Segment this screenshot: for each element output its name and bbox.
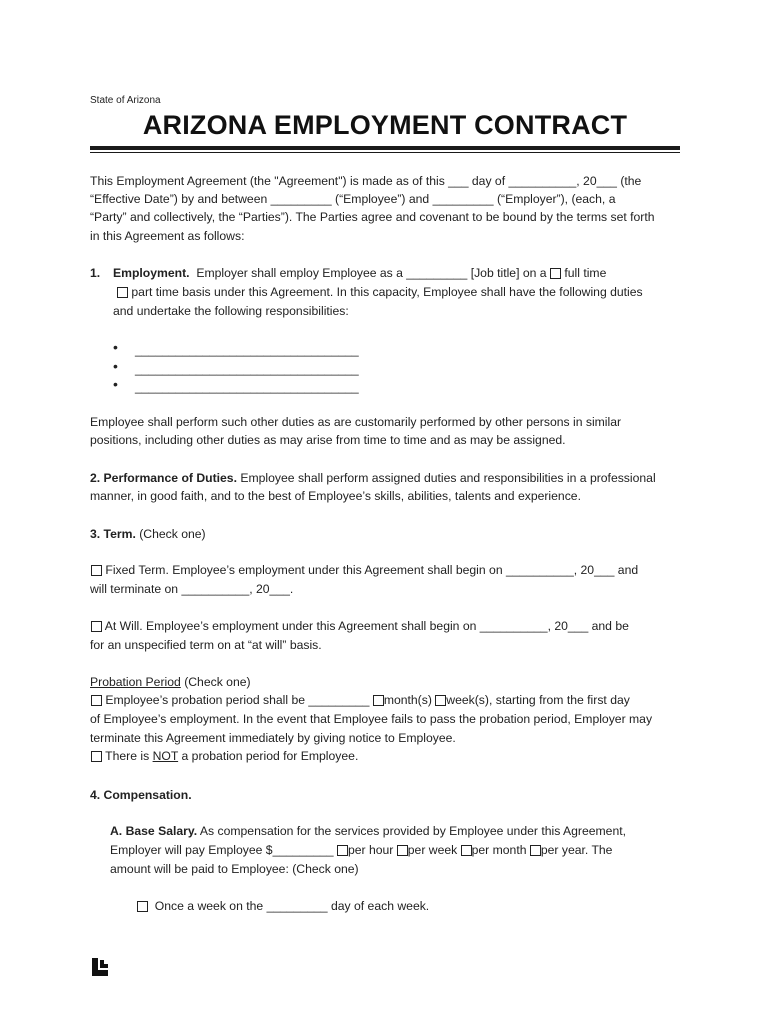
- per-hour-checkbox[interactable]: [337, 845, 348, 856]
- bullet-icon: •: [113, 376, 118, 392]
- once-week-checkbox[interactable]: [137, 901, 148, 912]
- document-logo-icon: [91, 958, 109, 976]
- at-will-line-2: for an unspecified term on at “at will” basis.: [90, 638, 322, 652]
- probation-line-2: of Employee’s employment. In the event that Employee fails to pass the probation period, Employer may: [90, 712, 653, 726]
- intro-line-2: “Effective Date”) by and between _________ (“Employee”) and _________ (“Employer”), (each, a: [90, 192, 616, 206]
- page-title: ARIZONA EMPLOYMENT CONTRACT: [142, 110, 628, 140]
- base-salary-line-1: A. Base Salary. As compensation for the services provided by Employee under this Agreement,: [110, 824, 627, 838]
- probation-heading: Probation Period: [90, 675, 181, 689]
- at-will-line-1: At Will. Employee’s employment under this Agreement shall begin on __________, 20___ and be: [91, 617, 629, 636]
- section-2-line-1: 2. Performance of Duties. Employee shall perform assigned duties and responsibilities in a professional: [90, 471, 656, 485]
- base-salary-line-2: Employer will pay Employee $_________ per hour per week per month per year. The: [110, 843, 613, 857]
- part-time-text: part time basis under this Agreement. In this capacity, Employee shall have the following duties: [131, 285, 643, 299]
- no-probation-line: There is NOT a probation period for Employee.: [91, 747, 358, 766]
- section-3-heading-line: 3. Term. (Check one): [90, 527, 206, 541]
- no-probation-checkbox[interactable]: [91, 751, 102, 762]
- probation-line-1: Employee’s probation period shall be _________ month(s) week(s), starting from the first day: [91, 691, 630, 710]
- per-year-checkbox[interactable]: [530, 845, 541, 856]
- duty-blank-2[interactable]: _________________________________: [135, 362, 359, 376]
- intro-line-1: This Employment Agreement (the "Agreement") is made as of this ___ day of __________, 20___ (the: [90, 174, 642, 188]
- title-rule-thin: [90, 152, 680, 153]
- once-week-line: Once a week on the _________ day of each week.: [137, 897, 429, 916]
- fixed-term-line-1: Fixed Term. Employee’s employment under this Agreement shall begin on __________, 20___ and: [91, 561, 638, 580]
- per-week-checkbox[interactable]: [397, 845, 408, 856]
- per-month-checkbox[interactable]: [461, 845, 472, 856]
- section-1-heading: Employment.: [113, 266, 190, 280]
- section-3-heading: 3. Term.: [90, 527, 136, 541]
- at-will-checkbox[interactable]: [91, 621, 102, 632]
- base-salary-heading: A. Base Salary.: [110, 824, 198, 838]
- section-1-line-3: and undertake the following responsibilities:: [113, 304, 349, 318]
- section-2-heading: 2. Performance of Duties.: [90, 471, 237, 485]
- probation-weeks-checkbox[interactable]: [435, 695, 446, 706]
- probation-months-checkbox[interactable]: [373, 695, 384, 706]
- duty-blank-3[interactable]: _________________________________: [135, 380, 359, 394]
- section-1-text: Employer shall employ Employee as a _________ [Job title] on a: [196, 266, 547, 280]
- full-time-checkbox[interactable]: [550, 268, 561, 279]
- other-duties-line-1: Employee shall perform such other duties as are customarily performed by other persons in similar: [90, 415, 622, 429]
- intro-line-4: in this Agreement as follows:: [90, 229, 245, 243]
- state-label: State of Arizona: [90, 95, 161, 106]
- section-2-line-2: manner, in good faith, and to the best of Employee’s skills, abilities, talents and experience.: [90, 489, 581, 503]
- fixed-term-checkbox[interactable]: [91, 565, 102, 576]
- other-duties-line-2: positions, including other duties as may arise from time to time and as may be assigned.: [90, 433, 566, 447]
- bullet-icon: •: [113, 358, 118, 374]
- duty-blank-1[interactable]: _________________________________: [135, 343, 359, 357]
- base-salary-line-3: amount will be paid to Employee: (Check one): [110, 862, 359, 876]
- bullet-icon: •: [113, 339, 118, 355]
- part-time-checkbox[interactable]: [117, 287, 128, 298]
- full-time-label: full time: [564, 266, 607, 280]
- probation-heading-line: Probation Period (Check one): [90, 675, 251, 689]
- fixed-term-line-2: will terminate on __________, 20___.: [90, 582, 294, 596]
- probation-line-3: terminate this Agreement immediately by giving notice to Employee.: [90, 731, 456, 745]
- section-4-heading: 4. Compensation.: [90, 788, 192, 802]
- intro-line-3: “Party” and collectively, the “Parties”). The Parties agree and covenant to be bound by the terms set forth: [90, 210, 655, 224]
- section-1-line-2: [117, 283, 643, 302]
- section-1-line-1: [113, 264, 606, 283]
- title-rule-thick: [90, 146, 680, 150]
- section-1-number: 1.: [90, 266, 101, 280]
- probation-checkbox[interactable]: [91, 695, 102, 706]
